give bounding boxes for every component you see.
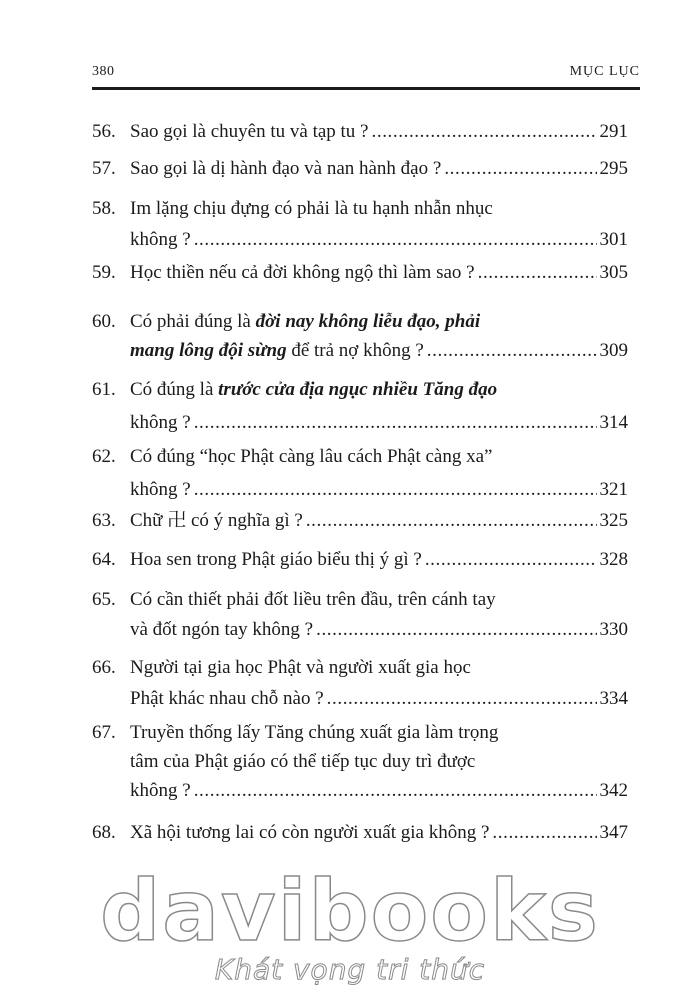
entry-title: Im lặng chịu đựng có phải là tu hạnh nhẫn nhục bbox=[130, 198, 493, 219]
entry-title: Người tại gia học Phật và người xuất gia học bbox=[130, 657, 471, 678]
entry-title: Có đúng là bbox=[130, 379, 219, 400]
entry-number: 60. bbox=[92, 311, 116, 332]
toc-entry bbox=[92, 507, 628, 535]
dot-leader bbox=[444, 155, 596, 183]
page-number: 380 bbox=[92, 64, 115, 79]
toc-entry bbox=[92, 118, 628, 146]
toc-entry bbox=[92, 440, 628, 506]
header-rule bbox=[92, 87, 640, 90]
watermark-tagline: Khát vọng tri thức bbox=[214, 953, 486, 986]
entry-title: Phật khác nhau chỗ nào ? bbox=[130, 688, 324, 709]
entry-title: để trả nợ không ? bbox=[286, 340, 424, 361]
entry-page-number: 309 bbox=[599, 340, 628, 361]
toc-entry bbox=[92, 585, 628, 645]
entry-number: 61. bbox=[92, 379, 116, 400]
entry-title: Hoa sen trong Phật giáo biểu thị ý gì ? bbox=[130, 549, 422, 570]
dot-leader bbox=[327, 683, 597, 714]
dot-leader bbox=[478, 259, 597, 287]
entry-number: 58. bbox=[92, 198, 116, 219]
entry-title-emphasis: đời nay không liễu đạo, phải bbox=[255, 311, 481, 332]
entry-page-number: 295 bbox=[599, 158, 628, 179]
section-title: MỤC LỤC bbox=[569, 64, 640, 79]
entry-number: 65. bbox=[92, 589, 116, 610]
entry-number: 62. bbox=[92, 446, 116, 467]
toc-entry bbox=[92, 193, 628, 255]
entry-title: Học thiền nếu cả đời không ngộ thì làm sao ? bbox=[130, 262, 475, 283]
entry-title: Có cần thiết phải đốt liều trên đầu, trên cánh tay bbox=[130, 589, 496, 610]
entry-title: không ? bbox=[130, 412, 191, 433]
entry-title: Sao gọi là dị hành đạo và nan hành đạo ? bbox=[130, 158, 442, 179]
entry-number: 56. bbox=[92, 121, 116, 142]
toc-entry bbox=[92, 546, 628, 574]
entry-number: 63. bbox=[92, 510, 116, 531]
entry-title: không ? bbox=[130, 229, 191, 250]
entry-title: Truyền thống lấy Tăng chúng xuất gia làm trọng bbox=[130, 722, 499, 743]
entry-title-emphasis: mang lông đội sừng bbox=[130, 340, 287, 361]
toc-entry bbox=[92, 307, 628, 365]
entry-number: 66. bbox=[92, 657, 116, 678]
toc-entry bbox=[92, 718, 628, 805]
entry-title: không ? bbox=[130, 780, 191, 801]
dot-leader bbox=[194, 406, 597, 439]
entry-page-number: 325 bbox=[599, 510, 628, 531]
toc-entry bbox=[92, 373, 628, 439]
dot-leader bbox=[492, 819, 596, 847]
entry-page-number: 291 bbox=[599, 121, 628, 142]
entry-number: 59. bbox=[92, 262, 116, 283]
entry-title: tâm của Phật giáo có thể tiếp tục duy trì được bbox=[130, 751, 476, 772]
entry-title: Sao gọi là chuyên tu và tạp tu ? bbox=[130, 121, 369, 142]
entry-page-number: 328 bbox=[599, 549, 628, 570]
toc-entry bbox=[92, 819, 628, 847]
dot-leader bbox=[427, 336, 597, 365]
entry-page-number: 301 bbox=[599, 229, 628, 250]
entry-page-number: 347 bbox=[599, 822, 628, 843]
entry-page-number: 321 bbox=[599, 479, 628, 500]
entry-title: không ? bbox=[130, 479, 191, 500]
dot-leader bbox=[194, 473, 597, 506]
entry-title: Chữ 卍 có ý nghĩa gì ? bbox=[130, 510, 303, 531]
toc-entry bbox=[92, 155, 628, 183]
entry-title: Xã hội tương lai có còn người xuất gia không ? bbox=[130, 822, 490, 843]
entry-number: 68. bbox=[92, 822, 116, 843]
entry-page-number: 314 bbox=[599, 412, 628, 433]
dot-leader bbox=[316, 615, 596, 645]
entry-page-number: 342 bbox=[599, 780, 628, 801]
dot-leader bbox=[194, 224, 597, 255]
entry-title: và đốt ngón tay không ? bbox=[130, 619, 314, 640]
running-header bbox=[92, 62, 640, 90]
dot-leader bbox=[425, 546, 597, 574]
dot-leader bbox=[306, 507, 597, 535]
entry-title-emphasis: trước cửa địa ngục nhiều Tăng đạo bbox=[218, 379, 498, 400]
toc-entry bbox=[92, 652, 628, 714]
entry-number: 57. bbox=[92, 158, 116, 179]
entry-page-number: 305 bbox=[599, 262, 628, 283]
dot-leader bbox=[194, 776, 597, 805]
entry-page-number: 330 bbox=[599, 619, 628, 640]
entry-title: Có đúng “học Phật càng lâu cách Phật càng xa” bbox=[130, 446, 493, 467]
entry-number: 64. bbox=[92, 549, 116, 570]
entry-page-number: 334 bbox=[599, 688, 628, 709]
dot-leader bbox=[372, 118, 597, 146]
watermark-logo: davibooks bbox=[100, 862, 600, 960]
entry-title: Có phải đúng là bbox=[130, 311, 256, 332]
entry-number: 67. bbox=[92, 722, 116, 743]
toc-entry bbox=[92, 259, 628, 287]
